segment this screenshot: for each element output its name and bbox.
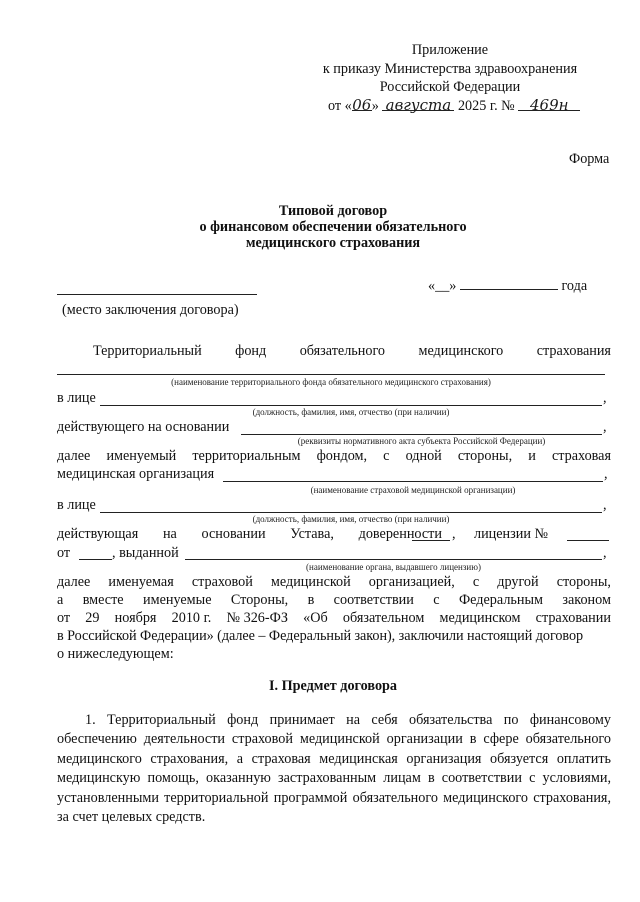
issuer-caption: (наименование органа, выдавшего лицензию) — [306, 562, 481, 572]
law-line-1: а вместе именуемые Стороны, в соответствии с Федеральным законом — [57, 592, 611, 608]
power-of-attorney-blank — [412, 526, 450, 541]
hereinafter-insurer-line: далее именуемая страховой медицинской организацией, с другой стороны, — [57, 574, 611, 590]
person-line-2 — [100, 512, 602, 513]
hereinafter-fund-line: далее именуемый территориальным фондом, с одной стороны, и страховая — [57, 448, 611, 464]
contract-date — [428, 275, 587, 295]
basis-line — [241, 434, 602, 435]
law-line-3: в Российской Федерации» (далее – Федеральный закон), заключили настоящий договор — [57, 628, 584, 644]
order-reference: к приказу Министерства здравоохранения — [322, 61, 578, 77]
comma-6: , — [603, 545, 607, 561]
in-person-label-2: в лице — [57, 497, 96, 513]
person-caption-1: (должность, фамилия, имя, отчество (при наличии) — [252, 407, 450, 417]
license-date-line — [79, 559, 112, 560]
law-line-4: о нижеследующем: — [57, 646, 174, 662]
comma-3: , — [604, 466, 608, 482]
fund-name-line — [57, 374, 605, 375]
order-month: августа — [382, 96, 454, 111]
date-month-blank — [460, 275, 558, 290]
person-caption-2: (должность, фамилия, имя, отчество (при наличии) — [252, 514, 450, 524]
acting-basis-label: действующего на основании — [57, 419, 230, 435]
order-quote-close: » — [371, 98, 379, 114]
order-number: 469н — [518, 96, 580, 111]
date-year-suffix: года — [561, 278, 588, 294]
form-label: Форма — [569, 151, 610, 167]
appendix-label: Приложение — [411, 42, 489, 58]
in-person-label-1: в лице — [57, 390, 96, 406]
title-line-2: о финансовом обеспечении обязательного — [199, 219, 467, 235]
order-from-prefix: от « — [328, 98, 352, 114]
section-1-paragraph-1: 1. Территориальный фонд принимает на себя обязательства по финансовому обеспечению деятельности страховой медицинской организации в сфере обязательного медицинского страхования, а страховая медицинская организация обязуется оплатить медицинскую помощь, оказанную застрахованным лицам в соответствии с условиями, установленными территориальной программой обязательного медицинского страхования, за счет целевых средств. — [57, 712, 611, 826]
comma-4: , — [603, 497, 607, 513]
insurer-org-label: медицинская организация — [57, 466, 215, 482]
insurer-name-line — [223, 481, 603, 482]
fund-line: Территориальный фонд обязательного медицинского страхования — [93, 343, 611, 359]
title-line-3: медицинского страхования — [245, 235, 421, 251]
date-open-quote: « — [428, 278, 436, 294]
order-day: 06 — [352, 96, 372, 114]
title-line-1: Типовой договор — [278, 203, 388, 219]
order-date-number — [328, 96, 580, 115]
insurer-caption: (наименование страховой медицинской организации) — [310, 485, 516, 495]
ministry-country: Российской Федерации — [379, 79, 521, 95]
issuer-line — [185, 559, 602, 560]
license-from-label: от — [57, 545, 71, 561]
comma-1: , — [603, 390, 607, 406]
license-number-blank — [567, 526, 609, 541]
license-label: лицензии № — [474, 526, 549, 542]
issued-label: , выданной — [112, 545, 179, 561]
order-year-text: 2025 г. № — [457, 98, 515, 114]
date-close-quote: » — [449, 278, 457, 294]
person-line-1 — [100, 405, 602, 406]
place-caption: (место заключения договора) — [62, 302, 239, 318]
date-day-blank: __ — [435, 278, 450, 294]
law-line-2: от 29 ноября 2010 г. № 326-ФЗ «Об обязательном медицинском страховании — [57, 610, 611, 626]
charter-words: действующая на основании Устава, доверенности — [57, 526, 442, 542]
fund-caption: (наименование территориального фонда обязательного медицинского страхования) — [171, 377, 491, 387]
basis-caption: (реквизиты нормативного акта субъекта Российской Федерации) — [297, 436, 546, 446]
place-line — [57, 294, 257, 295]
comma-2: , — [603, 419, 607, 435]
comma-5: , — [452, 526, 456, 542]
section-1-heading: I. Предмет договора — [268, 678, 398, 694]
